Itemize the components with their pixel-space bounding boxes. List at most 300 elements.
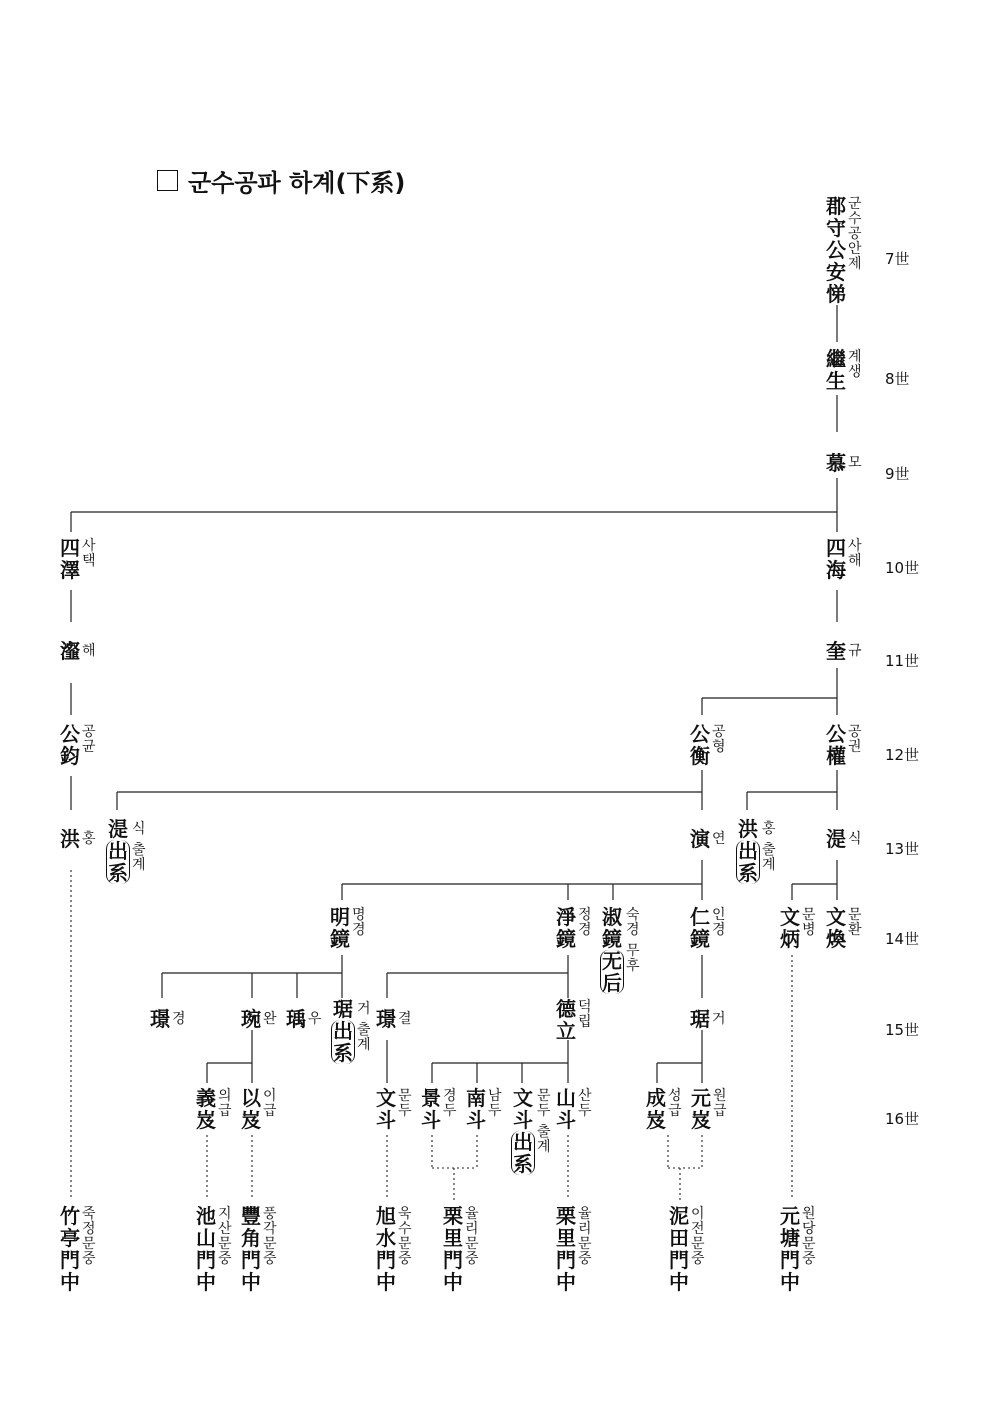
hangul-char: 중: [465, 1251, 479, 1267]
person-gonggyun: [60, 723, 96, 767]
hanja-char: 生: [826, 369, 846, 393]
hangul-reading: [626, 906, 640, 974]
hanja-char: 中: [780, 1270, 800, 1294]
hanja-char: 斗: [466, 1108, 486, 1132]
person-gyesaeng: [826, 348, 862, 392]
hanja-char: 景: [421, 1086, 441, 1110]
hangul-reading: [848, 906, 862, 938]
hanja-char: 中: [60, 1270, 80, 1294]
hanja-char: 琚: [690, 1007, 710, 1031]
note-hangul-char: 계: [357, 1037, 371, 1053]
person-punggak: [241, 1205, 277, 1293]
hangul-char: 문: [398, 1236, 412, 1252]
person-yulli1: [443, 1205, 479, 1293]
hanja-char: 璟: [150, 1007, 170, 1031]
hanja-name: [150, 1008, 170, 1030]
hanja-name: [60, 537, 80, 581]
hangul-reading: [848, 640, 862, 659]
hanja-char: 明: [330, 905, 350, 929]
hangul-char: 환: [848, 922, 862, 938]
hangul-char: 풍: [263, 1206, 277, 1222]
hanja-name: [826, 348, 846, 392]
person-uigeup: [196, 1087, 232, 1131]
hangul-char: 원: [713, 1088, 727, 1104]
hanja-char: 門: [669, 1248, 689, 1272]
generation-label: 13世: [885, 840, 920, 858]
generation-label: 15世: [885, 1021, 920, 1039]
hanja-char: 門: [376, 1248, 396, 1272]
note-char: 后: [602, 971, 622, 995]
hangul-reading: [398, 1087, 412, 1119]
hangul-char: 이: [691, 1206, 705, 1222]
hangul-char: 중: [398, 1251, 412, 1267]
hangul-char: 리: [578, 1221, 592, 1237]
hanja-name: [646, 1087, 666, 1131]
person-hong2: [736, 818, 776, 884]
hangul-char: 율: [578, 1206, 592, 1222]
hanja-char: 四: [826, 536, 846, 560]
hangul-char: 중: [578, 1251, 592, 1267]
hangul-char: 문: [398, 1088, 412, 1104]
hanja-char: 悌: [826, 282, 846, 306]
hangul-char: 수: [398, 1221, 412, 1237]
hangul-char: 지: [218, 1206, 232, 1222]
note-char: 系: [108, 861, 128, 885]
hanja-name: [690, 906, 710, 950]
hangul-char: 해: [848, 553, 862, 569]
hangul-char: 중: [263, 1251, 277, 1267]
hanja-char: 岌: [691, 1108, 711, 1132]
hanja-char: 淑: [602, 905, 622, 929]
hanja-char: 德: [556, 997, 576, 1021]
hanja-char: 湜: [826, 827, 846, 851]
hangul-char: 권: [848, 739, 862, 755]
hangul-char: 당: [802, 1221, 816, 1237]
hanja-char: 煥: [826, 927, 846, 951]
hanja-name: [106, 818, 130, 884]
generation-label: 9世: [885, 465, 910, 483]
hangul-reading: [578, 1087, 592, 1119]
hangul-char: 급: [713, 1103, 727, 1119]
hangul-char: 정: [82, 1221, 96, 1237]
hangul-char: 문: [465, 1236, 479, 1252]
hangul-reading: [263, 1008, 277, 1027]
hangul-char: 완: [263, 1011, 277, 1027]
hangul-reading: [82, 640, 96, 659]
hangul-char: 덕: [578, 999, 592, 1015]
hanja-char: 斗: [421, 1108, 441, 1132]
hanja-name: [376, 1008, 396, 1030]
hangul-char: 문: [848, 907, 862, 923]
hangul-reading: [398, 1205, 412, 1267]
hanja-char: 澤: [60, 558, 80, 582]
note-hanja: [736, 840, 760, 884]
hangul-char: 두: [488, 1103, 502, 1119]
hangul-reading: [712, 828, 726, 847]
note-hangul-char: 출: [762, 842, 776, 858]
hangul-char: 거: [357, 1001, 371, 1017]
hanja-char: 鏡: [602, 927, 622, 951]
person-myeonggyeong: [330, 906, 366, 950]
note-char: 系: [333, 1041, 353, 1065]
hangul-char: 산: [578, 1088, 592, 1104]
person-mundu1: [376, 1087, 412, 1131]
hanja-char: 琚: [333, 997, 353, 1021]
hangul-reading: [465, 1205, 479, 1267]
hanja-char: 洪: [738, 817, 758, 841]
hanja-char: 慕: [826, 451, 846, 475]
note-hangul-char: 무: [626, 943, 640, 959]
hangul-char: 죽: [82, 1206, 96, 1222]
person-gyeongdu: [421, 1087, 457, 1131]
hangul-char: 이: [263, 1088, 277, 1104]
hangul-char: 문: [802, 907, 816, 923]
person-yeon: [690, 828, 726, 850]
hanja-name: [331, 998, 355, 1064]
hangul-reading: [848, 452, 862, 471]
hangul-char: 사: [848, 538, 862, 554]
note-hanja: [331, 1020, 355, 1064]
hanja-name: [690, 828, 710, 850]
hangul-char: 두: [443, 1103, 457, 1119]
hangul-char: 율: [465, 1206, 479, 1222]
hanja-name: [60, 1205, 80, 1293]
note-hanja: [106, 840, 130, 884]
hangul-char: 문: [691, 1236, 705, 1252]
hanja-char: 中: [556, 1270, 576, 1294]
person-sukgyeong: [600, 906, 640, 994]
generation-label: 10世: [885, 559, 920, 577]
hanja-char: 瑀: [286, 1007, 306, 1031]
hangul-char: 경: [712, 922, 726, 938]
hangul-char: 제: [848, 256, 862, 272]
hanja-char: 中: [443, 1270, 463, 1294]
hangul-char: 문: [537, 1088, 551, 1104]
person-jeonggyeong: [556, 906, 592, 950]
hanja-char: 繼: [826, 347, 846, 371]
hanja-char: 岌: [196, 1108, 216, 1132]
hangul-char: 원: [802, 1206, 816, 1222]
hangul-reading: [263, 1087, 277, 1119]
hangul-char: 산: [218, 1221, 232, 1237]
hangul-reading: [82, 723, 96, 755]
hangul-char: 경: [172, 1011, 186, 1027]
hanja-char: 池: [196, 1204, 216, 1228]
hanja-name: [60, 723, 80, 767]
generation-label: 12世: [885, 746, 920, 764]
hangul-char: 계: [848, 349, 862, 365]
hangul-char: 중: [691, 1251, 705, 1267]
hangul-reading: [848, 828, 862, 847]
hangul-reading: [398, 1008, 412, 1027]
generation-label: 14世: [885, 930, 920, 948]
hanja-char: 田: [669, 1226, 689, 1250]
hanja-name: [736, 818, 760, 884]
hangul-char: 성: [668, 1088, 682, 1104]
hangul-char: 규: [848, 643, 862, 659]
hanja-name: [421, 1087, 441, 1131]
person-sataek: [60, 537, 96, 581]
hanja-char: 公: [690, 722, 710, 746]
hanja-char: 郡: [826, 194, 846, 218]
hanja-char: 公: [826, 722, 846, 746]
hangul-reading: [848, 348, 862, 380]
hanja-name: [556, 1205, 576, 1293]
hangul-reading: [357, 998, 371, 1053]
hanja-char: 竹: [60, 1204, 80, 1228]
person-gyeol: [376, 1008, 412, 1030]
hangul-reading: [218, 1087, 232, 1119]
hanja-name: [826, 723, 846, 767]
hangul-reading: [352, 906, 366, 938]
hangul-char: 인: [712, 907, 726, 923]
hanja-char: 中: [669, 1270, 689, 1294]
note-char: 出: [738, 839, 758, 863]
hangul-char: 경: [626, 922, 640, 938]
hangul-reading: [712, 906, 726, 938]
hanja-char: 岌: [241, 1108, 261, 1132]
hangul-char: 문: [82, 1236, 96, 1252]
hangul-char: 명: [352, 907, 366, 923]
person-jisan: [196, 1205, 232, 1293]
hanja-char: 元: [780, 1204, 800, 1228]
note-char: 系: [738, 861, 758, 885]
person-sahae: [826, 537, 862, 581]
hangul-char: 우: [308, 1011, 322, 1027]
hangul-char: 급: [263, 1103, 277, 1119]
hanja-char: 山: [556, 1086, 576, 1110]
hangul-reading: [578, 906, 592, 938]
hangul-reading: [218, 1205, 232, 1267]
hanja-name: [60, 640, 80, 662]
person-gyu: [826, 640, 862, 662]
hangul-char: 욱: [398, 1206, 412, 1222]
hanja-char: 亭: [60, 1226, 80, 1250]
hanja-char: 義: [196, 1086, 216, 1110]
hanja-char: 門: [556, 1248, 576, 1272]
hangul-char: 식: [848, 831, 862, 847]
hanja-char: 南: [466, 1086, 486, 1110]
note-char: 系: [513, 1152, 533, 1176]
hanja-name: [196, 1087, 216, 1131]
hanja-char: 門: [780, 1248, 800, 1272]
hangul-char: 문: [218, 1236, 232, 1252]
person-geo2: [690, 1008, 726, 1030]
hangul-reading: [263, 1205, 277, 1267]
hanja-name: [511, 1087, 535, 1175]
hangul-char: 군: [848, 196, 862, 212]
hanja-char: 璟: [376, 1007, 396, 1031]
note-hangul-char: 출: [132, 842, 146, 858]
hangul-char: 경: [443, 1088, 457, 1104]
hangul-char: 중: [218, 1251, 232, 1267]
hangul-reading: [668, 1087, 682, 1119]
hangul-char: 문: [802, 1236, 816, 1252]
hanja-char: 以: [241, 1086, 261, 1110]
hangul-char: 택: [82, 553, 96, 569]
hangul-char: 두: [537, 1103, 551, 1119]
hangul-char: 경: [578, 922, 592, 938]
hangul-char: 안: [848, 241, 862, 257]
hanja-char: 海: [826, 558, 846, 582]
hanja-name: [466, 1087, 486, 1131]
hangul-char: 연: [712, 831, 726, 847]
person-wondang: [780, 1205, 816, 1293]
person-uksu: [376, 1205, 412, 1293]
note-hanja: [600, 950, 624, 994]
generation-label: 8世: [885, 370, 910, 388]
hanja-char: 山: [196, 1226, 216, 1250]
hanja-char: 里: [556, 1226, 576, 1250]
hanja-char: 門: [60, 1248, 80, 1272]
hanja-name: [690, 723, 710, 767]
note-char: 出: [513, 1130, 533, 1154]
person-wan: [241, 1008, 277, 1030]
hangul-char: 경: [352, 922, 366, 938]
hangul-reading: [713, 1087, 727, 1119]
hanja-char: 岌: [646, 1108, 666, 1132]
hangul-char: 생: [848, 364, 862, 380]
person-deokrip: [556, 998, 592, 1042]
hanja-char: 成: [646, 1086, 666, 1110]
hanja-char: 文: [513, 1086, 533, 1110]
title-text: 군수공파 하계(下系): [188, 169, 406, 197]
hanja-char: 栗: [443, 1204, 463, 1228]
hanja-char: 豐: [241, 1204, 261, 1228]
hanja-char: 洪: [60, 827, 80, 851]
hanja-char: 里: [443, 1226, 463, 1250]
hanja-char: 鏡: [330, 927, 350, 951]
person-mo: [826, 452, 862, 474]
hangul-reading: [488, 1087, 502, 1119]
hanja-name: [669, 1205, 689, 1293]
hanja-char: 演: [690, 827, 710, 851]
hanja-char: 文: [780, 905, 800, 929]
person-namdu: [466, 1087, 502, 1131]
hangul-char: 홍: [82, 831, 96, 847]
hangul-char: 두: [578, 1103, 592, 1119]
person-ingyeong: [690, 906, 726, 950]
hanja-char: 琬: [241, 1007, 261, 1031]
hanja-char: 四: [60, 536, 80, 560]
hanja-char: 中: [196, 1270, 216, 1294]
hanja-name: [826, 537, 846, 581]
square-bullet-icon: [157, 170, 178, 191]
hanja-char: 元: [691, 1086, 711, 1110]
hanja-name: [376, 1205, 396, 1293]
person-jukjeong: [60, 1205, 96, 1293]
note-hanja: [511, 1131, 535, 1175]
hangul-char: 사: [82, 538, 96, 554]
hangul-reading: [443, 1087, 457, 1119]
hanja-name: [556, 998, 576, 1042]
hanja-char: 文: [826, 905, 846, 929]
hangul-char: 식: [132, 821, 146, 837]
hanja-name: [60, 828, 80, 850]
hanja-name: [241, 1205, 261, 1293]
hanja-char: 安: [826, 260, 846, 284]
hanja-name: [556, 1087, 576, 1131]
hanja-char: 仁: [690, 905, 710, 929]
hangul-char: 급: [668, 1103, 682, 1119]
hanja-name: [826, 452, 846, 474]
generation-label: 16世: [885, 1110, 920, 1128]
hangul-char: 정: [578, 907, 592, 923]
hangul-reading: [578, 998, 592, 1030]
hangul-reading: [132, 818, 146, 873]
hanja-char: 中: [376, 1270, 396, 1294]
person-seonggeup: [646, 1087, 682, 1131]
hanja-char: 衡: [690, 744, 710, 768]
note-char: 出: [108, 839, 128, 863]
hangul-char: 급: [218, 1103, 232, 1119]
hanja-name: [826, 195, 846, 305]
person-hong1: [60, 828, 96, 850]
hanja-name: [376, 1087, 396, 1131]
hanja-name: [826, 640, 846, 662]
hangul-reading: [537, 1087, 551, 1155]
hangul-reading: [848, 195, 862, 272]
hanja-char: 泥: [669, 1204, 689, 1228]
hangul-char: 결: [398, 1011, 412, 1027]
generation-label: 7世: [885, 250, 910, 268]
hanja-char: 水: [376, 1226, 396, 1250]
hangul-char: 거: [712, 1011, 726, 1027]
hanja-char: 角: [241, 1226, 261, 1250]
hanja-name: [330, 906, 350, 950]
note-hangul-char: 후: [626, 958, 640, 974]
hanja-char: 權: [826, 744, 846, 768]
hangul-char: 리: [465, 1221, 479, 1237]
hangul-char: 형: [712, 739, 726, 755]
hangul-reading: [82, 537, 96, 569]
hanja-char: 淨: [556, 905, 576, 929]
hanja-char: 門: [196, 1248, 216, 1272]
generation-label: 11世: [885, 652, 920, 670]
hangul-char: 의: [218, 1088, 232, 1104]
hangul-char: 공: [848, 226, 862, 242]
hanja-name: [691, 1087, 711, 1131]
hanja-char: 栗: [556, 1204, 576, 1228]
hangul-char: 숙: [626, 907, 640, 923]
hanja-name: [556, 906, 576, 950]
note-hangul-char: 계: [762, 857, 776, 873]
person-yulli2: [556, 1205, 592, 1293]
hangul-char: 두: [398, 1103, 412, 1119]
note-hangul-char: 출: [537, 1124, 551, 1140]
hanja-char: 斗: [513, 1108, 533, 1132]
page-title: [157, 163, 405, 198]
hanja-name: [826, 828, 846, 850]
person-gyeong: [150, 1008, 186, 1030]
hangul-char: 홍: [762, 821, 776, 837]
note-hangul-char: 계: [537, 1139, 551, 1155]
hangul-reading: [762, 818, 776, 873]
note-hangul-char: 출: [357, 1022, 371, 1038]
person-igeup: [241, 1087, 277, 1131]
hangul-reading: [82, 1205, 96, 1267]
hangul-char: 공: [82, 724, 96, 740]
hangul-reading: [848, 723, 862, 755]
note-hangul-char: 계: [132, 857, 146, 873]
hangul-reading: [308, 1008, 322, 1027]
hangul-char: 중: [802, 1251, 816, 1267]
hanja-name: [600, 906, 624, 994]
person-wongeup: [691, 1087, 727, 1131]
hangul-char: 병: [802, 922, 816, 938]
hanja-char: 鏡: [690, 927, 710, 951]
hangul-char: 공: [712, 724, 726, 740]
